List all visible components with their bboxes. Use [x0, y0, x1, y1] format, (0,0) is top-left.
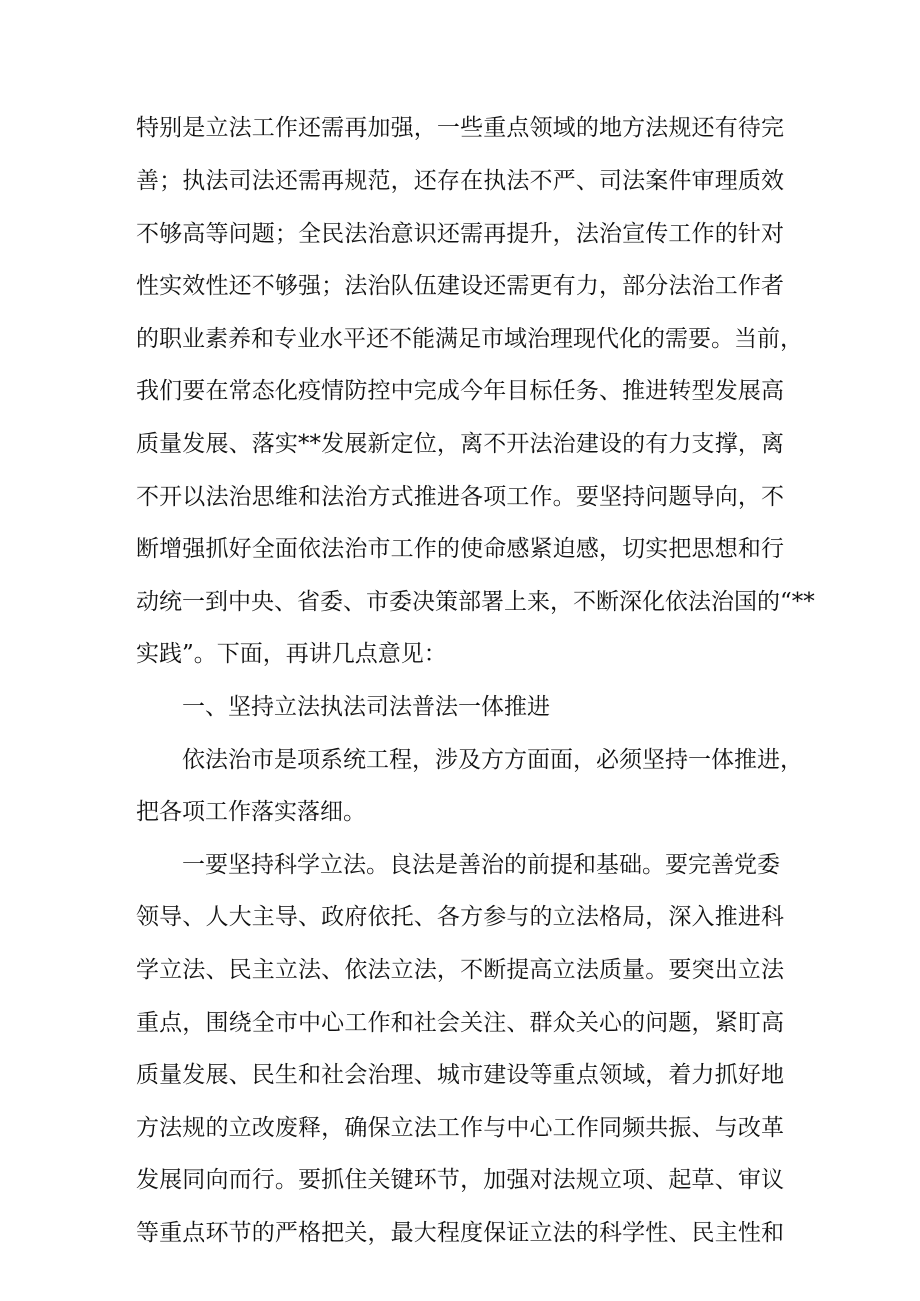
body-text-line: 依法治市是项系统工程，涉及方方面面，必须坚持一体推进，	[182, 747, 803, 773]
body-text-line: 质量发展、落实**发展新定位，离不开法治建设的有力支撑，离	[136, 431, 784, 457]
body-text-line: 质量发展、民生和社会治理、城市建设等重点领域，着力抓好地	[136, 1062, 784, 1088]
body-text-line: 特别是立法工作还需再加强，一些重点领域的地方法规还有待完	[136, 115, 784, 141]
body-text-line: 领导、人大主导、政府依托、各方参与的立法格局，深入推进科	[136, 904, 784, 930]
body-text-line: 等重点环节的严格把关，最大程度保证立法的科学性、民主性和	[136, 1220, 784, 1246]
body-text-line: 把各项工作落实落细。	[136, 799, 366, 825]
body-text-line: 断增强抓好全面依法治市工作的使命感紧迫感，切实把思想和行	[136, 536, 784, 562]
body-text-line: 发展同向而行。要抓住关键环节，加强对法规立项、起草、审议	[136, 1167, 784, 1193]
body-text-line: 动统一到中央、省委、市委决策部署上来，不断深化依法治国的“**	[136, 589, 815, 615]
body-text-line: 的职业素养和专业水平还不能满足市域治理现代化的需要。当前，	[136, 326, 803, 352]
body-text-line: 一要坚持科学立法。良法是善治的前提和基础。要完善党委	[182, 852, 780, 878]
body-text-line: 重点，围绕全市中心工作和社会关注、群众关心的问题，紧盯高	[136, 1010, 784, 1036]
body-text-line: 不够高等问题；全民法治意识还需再提升，法治宣传工作的针对	[136, 221, 784, 247]
section-heading: 一、坚持立法执法司法普法一体推进	[182, 694, 550, 720]
body-text-line: 不开以法治思维和法治方式推进各项工作。要坚持问题导向，不	[136, 484, 784, 510]
body-text-line: 学立法、民主立法、依法立法，不断提高立法质量。要突出立法	[136, 957, 784, 983]
body-text-line: 善；执法司法还需再规范，还存在执法不严、司法案件审理质效	[136, 168, 784, 194]
body-text-line: 我们要在常态化疫情防控中完成今年目标任务、推进转型发展高	[136, 378, 784, 404]
body-text-line: 方法规的立改废释，确保立法工作与中心工作同频共振、与改革	[136, 1115, 784, 1141]
body-text-line: 实践”。下面，再讲几点意见：	[136, 641, 447, 667]
body-text-line: 性实效性还不够强；法治队伍建设还需更有力，部分法治工作者	[136, 273, 784, 299]
